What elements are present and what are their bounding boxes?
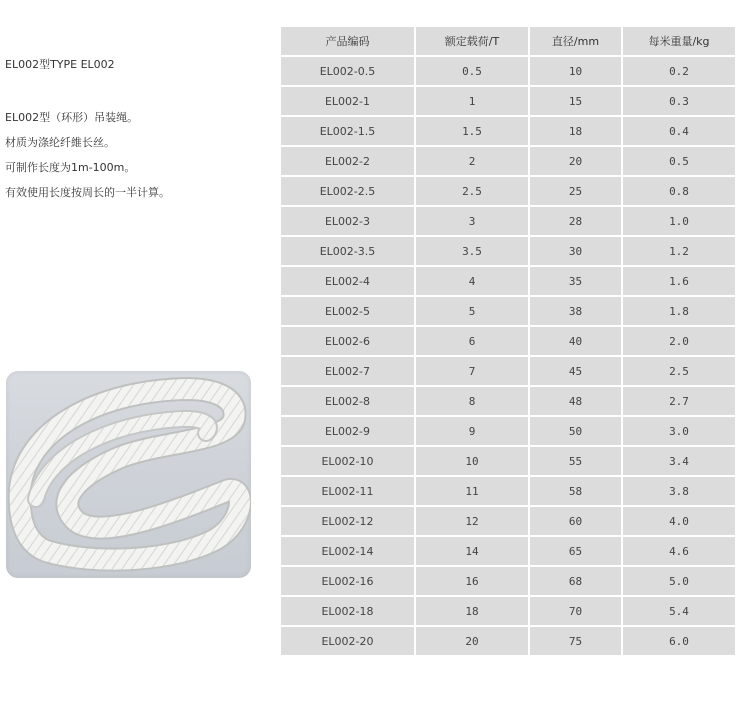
cell-diameter: 10 xyxy=(530,57,621,85)
cell-code: EL002-1 xyxy=(281,87,414,115)
table-row xyxy=(281,357,735,385)
cell-load: 2 xyxy=(416,147,528,175)
cell-code: EL002-4 xyxy=(281,267,414,295)
table-row xyxy=(281,87,735,115)
cell-diameter: 15 xyxy=(530,87,621,115)
table-row xyxy=(281,207,735,235)
cell-load: 2.5 xyxy=(416,177,528,205)
cell-code: EL002-5 xyxy=(281,297,414,325)
table-row xyxy=(281,387,735,415)
table-row xyxy=(281,537,735,565)
cell-load: 1 xyxy=(416,87,528,115)
header-code: 产品编码 xyxy=(281,27,414,55)
cell-weight: 4.6 xyxy=(623,537,735,565)
cell-weight: 4.0 xyxy=(623,507,735,535)
header-weight: 每米重量/kg xyxy=(623,27,735,55)
cell-weight: 0.4 xyxy=(623,117,735,145)
description-line: 材质为涤纶纤維长丝。 xyxy=(5,136,115,149)
cell-code: EL002-3.5 xyxy=(281,237,414,265)
cell-weight: 1.6 xyxy=(623,267,735,295)
table-row xyxy=(281,147,735,175)
cell-load: 11 xyxy=(416,477,528,505)
cell-weight: 0.2 xyxy=(623,57,735,85)
product-photo xyxy=(6,371,251,578)
cell-diameter: 60 xyxy=(530,507,621,535)
table-row xyxy=(281,297,735,325)
cell-code: EL002-16 xyxy=(281,567,414,595)
cell-code: EL002-20 xyxy=(281,627,414,655)
description-line: EL002型（环形）吊装绳。 xyxy=(5,111,139,124)
cell-load: 7 xyxy=(416,357,528,385)
cell-diameter: 30 xyxy=(530,237,621,265)
cell-code: EL002-2 xyxy=(281,147,414,175)
table-row xyxy=(281,417,735,445)
table-row xyxy=(281,57,735,85)
table-row xyxy=(281,117,735,145)
table-row xyxy=(281,567,735,595)
cell-load: 12 xyxy=(416,507,528,535)
cell-load: 10 xyxy=(416,447,528,475)
cell-code: EL002-9 xyxy=(281,417,414,445)
cell-diameter: 50 xyxy=(530,417,621,445)
header-diameter: 直径/mm xyxy=(530,27,621,55)
product-description xyxy=(5,105,170,205)
cell-diameter: 20 xyxy=(530,147,621,175)
cell-load: 8 xyxy=(416,387,528,415)
cell-weight: 2.5 xyxy=(623,357,735,385)
cell-code: EL002-10 xyxy=(281,447,414,475)
cell-load: 5 xyxy=(416,297,528,325)
cell-load: 1.5 xyxy=(416,117,528,145)
description-line: 有效使用长度按周长的一半计算。 xyxy=(5,186,170,199)
cell-diameter: 25 xyxy=(530,177,621,205)
description-line: 可制作长度为1m-100m。 xyxy=(5,161,136,174)
cell-weight: 0.3 xyxy=(623,87,735,115)
cell-code: EL002-8 xyxy=(281,387,414,415)
cell-code: EL002-18 xyxy=(281,597,414,625)
cell-diameter: 68 xyxy=(530,567,621,595)
cell-diameter: 75 xyxy=(530,627,621,655)
header-load: 额定载荷/T xyxy=(416,27,528,55)
cell-diameter: 58 xyxy=(530,477,621,505)
cell-diameter: 48 xyxy=(530,387,621,415)
cell-diameter: 38 xyxy=(530,297,621,325)
cell-code: EL002-1.5 xyxy=(281,117,414,145)
cell-code: EL002-12 xyxy=(281,507,414,535)
table-row xyxy=(281,477,735,505)
cell-code: EL002-0.5 xyxy=(281,57,414,85)
cell-diameter: 70 xyxy=(530,597,621,625)
cell-diameter: 55 xyxy=(530,447,621,475)
cell-diameter: 65 xyxy=(530,537,621,565)
spec-table xyxy=(279,25,737,657)
cell-weight: 0.8 xyxy=(623,177,735,205)
cell-weight: 3.0 xyxy=(623,417,735,445)
cell-load: 3.5 xyxy=(416,237,528,265)
cell-load: 0.5 xyxy=(416,57,528,85)
table-row xyxy=(281,177,735,205)
table-row xyxy=(281,507,735,535)
table-row xyxy=(281,597,735,625)
cell-diameter: 28 xyxy=(530,207,621,235)
cell-weight: 6.0 xyxy=(623,627,735,655)
cell-weight: 1.0 xyxy=(623,207,735,235)
cell-load: 9 xyxy=(416,417,528,445)
table-row xyxy=(281,627,735,655)
cell-weight: 3.8 xyxy=(623,477,735,505)
cell-weight: 2.0 xyxy=(623,327,735,355)
cell-load: 14 xyxy=(416,537,528,565)
cell-weight: 2.7 xyxy=(623,387,735,415)
table-row xyxy=(281,447,735,475)
cell-load: 3 xyxy=(416,207,528,235)
table-row xyxy=(281,327,735,355)
cell-load: 18 xyxy=(416,597,528,625)
cell-diameter: 35 xyxy=(530,267,621,295)
cell-code: EL002-6 xyxy=(281,327,414,355)
cell-weight: 5.0 xyxy=(623,567,735,595)
cell-diameter: 40 xyxy=(530,327,621,355)
cell-weight: 0.5 xyxy=(623,147,735,175)
cell-code: EL002-14 xyxy=(281,537,414,565)
cell-weight: 1.2 xyxy=(623,237,735,265)
cell-code: EL002-3 xyxy=(281,207,414,235)
cell-code: EL002-11 xyxy=(281,477,414,505)
rope-sling-image xyxy=(6,371,251,578)
cell-load: 20 xyxy=(416,627,528,655)
cell-weight: 3.4 xyxy=(623,447,735,475)
cell-code: EL002-2.5 xyxy=(281,177,414,205)
product-title: EL002型TYPE EL002 xyxy=(5,58,115,71)
cell-load: 16 xyxy=(416,567,528,595)
cell-weight: 1.8 xyxy=(623,297,735,325)
table-header-row xyxy=(281,27,735,55)
cell-code: EL002-7 xyxy=(281,357,414,385)
cell-diameter: 45 xyxy=(530,357,621,385)
cell-diameter: 18 xyxy=(530,117,621,145)
cell-weight: 5.4 xyxy=(623,597,735,625)
table-row xyxy=(281,237,735,265)
table-row xyxy=(281,267,735,295)
cell-load: 6 xyxy=(416,327,528,355)
cell-load: 4 xyxy=(416,267,528,295)
